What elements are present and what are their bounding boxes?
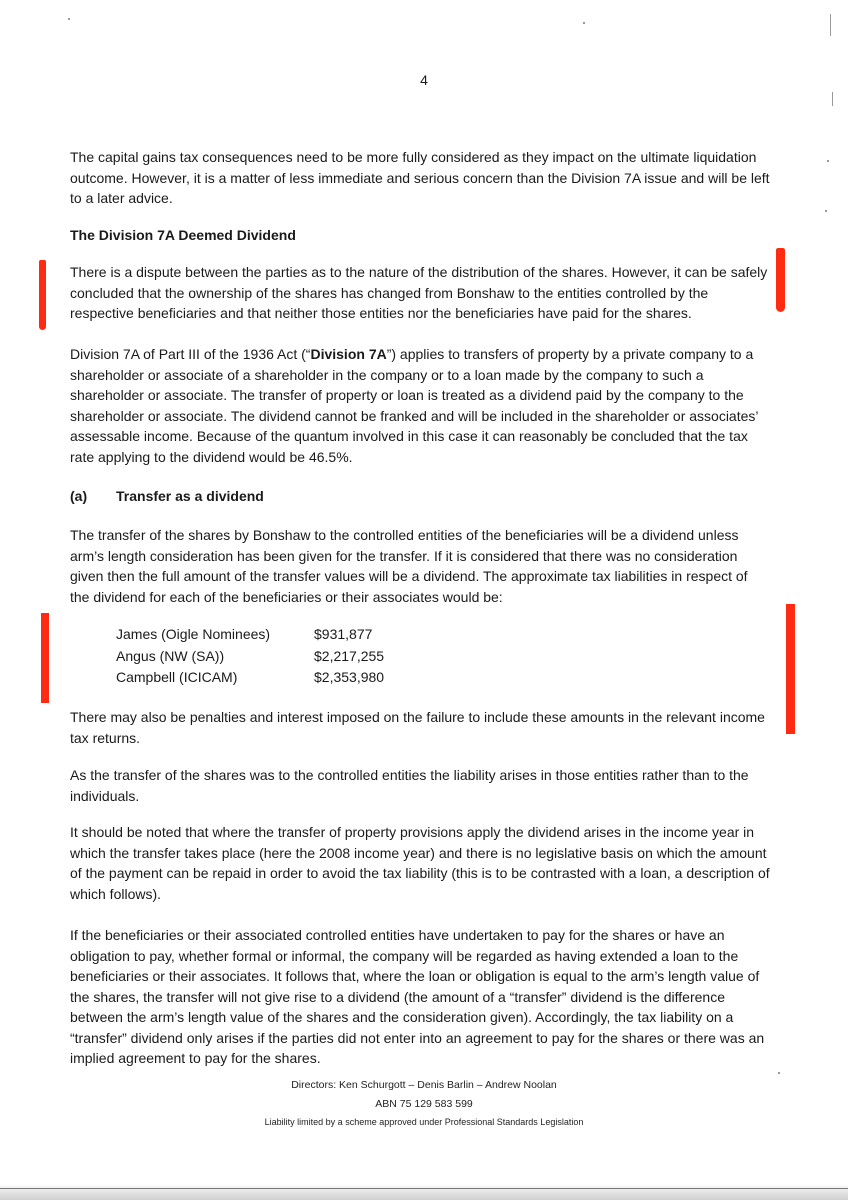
paragraph-liability-entities: As the transfer of the shares was to the controlled entities the liability arises in those entities rather than to the individuals. — [70, 767, 749, 804]
subsection-label: (a) — [70, 488, 88, 504]
scan-speck — [832, 92, 833, 106]
scan-speck — [827, 160, 829, 162]
paragraph-loan: If the beneficiaries or their associated controlled entities have undertaken to pay for the shares or have an obligation to pay, whether formal or informal, the company will be regarded as having extended a loan to the beneficiaries or their associates. It follows that, where the loan or obligation is equal to the arm’s length value of the shares, the transfer will not give rise to a dividend (the amount of a “transfer” dividend is the difference between the arm’s length value of the shares and the consideration given). Accordingly, the tax liability on a “transfer” dividend only arises if the parties did not enter into an agreement to pay for the shares or there was an implied agreement to pay for the shares. — [70, 927, 765, 1066]
beneficiary-name: Campbell (ICICAM) — [116, 669, 238, 685]
scan-bottom-edge — [0, 1184, 848, 1200]
liability-row — [116, 626, 416, 647]
defined-term: Division 7A — [310, 346, 387, 362]
beneficiary-name: Angus (NW (SA)) — [116, 648, 225, 664]
liability-row — [116, 669, 416, 690]
liability-amount: $2,353,980 — [314, 669, 385, 685]
annotation-bar-right — [786, 604, 795, 734]
paragraph-division-7a — [70, 344, 770, 467]
liability-amount: $931,877 — [314, 626, 373, 642]
footer-liability-note: Liability limited by a scheme approved under Professional Standards Legislation — [264, 1117, 584, 1127]
liability-row — [116, 648, 416, 669]
annotation-mark-left — [39, 260, 46, 330]
subsection-title: Transfer as a dividend — [116, 488, 264, 504]
liability-amount: $2,217,255 — [314, 648, 385, 664]
footer-abn: ABN 75 129 583 599 — [375, 1098, 473, 1110]
paragraph-division-7a-rest: ”) applies to transfers of property by a private company to a shareholder or associate of a shareholder in the company or to a loan made by the company to such a shareholder or associate. The transfer of property or loan is treated as a dividend paid by the company to the shareholder or associate. The dividend cannot be franked and will be included in the shareholder or associates’ assessable income. Because of the quantum involved in this case it can reasonably be concluded that the tax rate applying to the dividend would be 46.5%. — [70, 346, 758, 465]
scan-speck — [68, 18, 70, 20]
paragraph-cgt: The capital gains tax consequences need to be more fully considered as they impact on the ultimate liquidation outcome. However, it is a matter of less immediate and serious concern than the Division 7A issue and will be left to a later advice. — [70, 149, 770, 206]
scan-speck — [825, 210, 827, 212]
section-heading: The Division 7A Deemed Dividend — [70, 227, 296, 243]
beneficiary-name: James (Oigle Nominees) — [116, 626, 271, 642]
annotation-bar-left — [41, 613, 49, 703]
paragraph-dispute: There is a dispute between the parties as to the nature of the distribution of the shares. However, it can be safely concluded that the ownership of the shares has changed from Bonshaw to the entities controlled by the respective beneficiaries and that neither those entities nor the beneficiaries have paid for the shares. — [70, 264, 768, 321]
page-number: 4 — [420, 72, 428, 88]
annotation-mark-right — [776, 248, 785, 312]
footer-directors: Directors: Ken Schurgott – Denis Barlin – Andrew Noolan — [291, 1079, 557, 1091]
scan-speck — [583, 22, 585, 24]
paragraph-income-year: It should be noted that where the transfer of property provisions apply the dividend arises in the income year in which the transfer takes place (here the 2008 income year) and there is no legislative basis on which the amount of the payment can be repaid in order to avoid the tax liability (this is to be contrasted with a loan, a description of which follows). — [70, 824, 770, 902]
paragraph-penalties: There may also be penalties and interest imposed on the failure to include these amounts in the relevant income tax returns. — [70, 709, 765, 746]
scan-speck — [830, 14, 831, 36]
paragraph-transfer: The transfer of the shares by Bonshaw to the controlled entities of the beneficiaries will be a dividend unless arm’s length consideration has been given for the transfer. If it is considered that there was no consideration given then the full amount of the transfer values will be a dividend. The approximate tax liabilities in respect of the dividend for each of the beneficiaries or their associates would be: — [70, 527, 748, 605]
paragraph-division-7a-start: Division 7A of Part III of the 1936 Act (“ — [70, 346, 311, 362]
scan-speck — [778, 1072, 780, 1074]
